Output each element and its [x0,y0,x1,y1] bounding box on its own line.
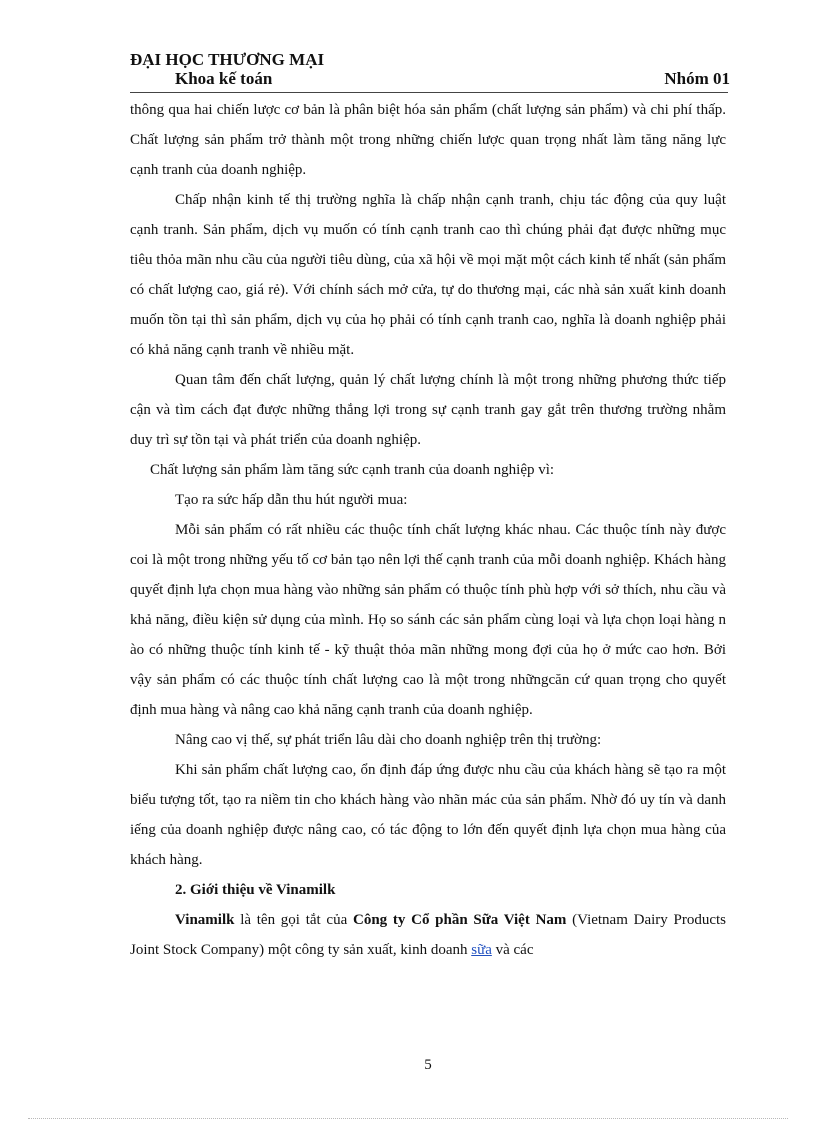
paragraph: thông qua hai chiến lược cơ bản là phân biệt hóa sản phẩm (chất lượng sản phẩm) và chi phí thấp. Chất lượng sản phẩm trở thành một trong những chiến lược quan trọng nhất làm tăng năng lực cạnh tranh của doanh nghiệp. [130,102,726,178]
header-rule [130,92,728,93]
paragraph: Quan tâm đến chất lượng, quản lý chất lượng chính là một trong những phương thức tiếp cận và tìm cách đạt được những thắng lợi trong sự cạnh tranh gay gắt trên thương trường nhằm duy trì sự tồn tại và phát triển của doanh nghiệp. [130,372,726,448]
milk-link[interactable]: sữa [471,942,492,958]
paragraph: Chất lượng sản phẩm làm tăng sức cạnh tranh của doanh nghiệp vì: [150,462,555,478]
university-name: ĐẠI HỌC THƯƠNG MẠI [130,50,325,69]
paragraph: Chấp nhận kinh tế thị trường nghĩa là chấp nhận cạnh tranh, chịu tác động của quy luật cạnh tranh. Sản phẩm, dịch vụ muốn có tính cạnh tranh cao thì chúng phải đạt được những mục tiêu thỏa mãn nhu cầu của người tiêu dùng, của xã hội về mọi mặt một cách kinh tế nhất (sản phẩm có chất lượng cao, giá rẻ). Với chính sách mở cửa, tự do thương mại, các nhà sản xuất kinh doanh muốn tồn tại thì sản phẩm, dịch vụ của họ phải có tính cạnh tranh cao, nghĩa là doanh nghiệp phải có khả năng cạnh tranh về nhiều mặt. [130,192,726,358]
page-header [130,50,730,88]
group-name: Nhóm 01 [664,69,730,88]
company-full-name: Công ty Cổ phần Sữa Việt Nam [352,912,567,928]
paragraph: Khi sản phẩm chất lượng cao, ổn định đáp ứng được nhu cầu của khách hàng sẽ tạo ra một biểu tượng tốt, tạo ra niềm tin cho khách hàng vào nhãn mác của sản phẩm. Nhờ đó uy tín và danh iếng của doanh nghiệp được nâng cao, có tác động to lớn đến quyết định lựa chọn mua hàng của khách hàng. [130,762,726,868]
company-short-name: Vinamilk [175,912,235,928]
paragraph: Mỗi sản phẩm có rất nhiều các thuộc tính chất lượng khác nhau. Các thuộc tính này được coi là một trong những yếu tố cơ bản tạo nên lợi thế cạnh tranh của mỗi doanh nghiệp. Khách hàng quyết định lựa chọn mua hàng vào những sản phẩm có thuộc tính phù hợp với sở thích, nhu cầu và khả năng, điều kiện sử dụng của mình. Họ so sánh các sản phẩm cùng loại và lựa chọn loại hàng n ào có những thuộc tính kinh tế - kỹ thuật thỏa mãn những mong đợi của họ ở mức cao hơn. Bởi vậy sản phẩm có các thuộc tính chất lượng cao là một trong nhữngcăn cứ quan trọng cho quyết định mua hàng và nâng cao khả năng cạnh tranh của doanh nghiệp. [130,522,726,718]
paragraph: Tạo ra sức hấp dẫn thu hút người mua: [175,492,408,508]
vinamilk-intro: Vinamilk là tên gọi tắt của Công ty Cổ phần Sữa Việt Nam (Vietnam Dairy Products Joint Stock Company) một công ty sản xuất, kinh doanh sữa và các [130,912,726,958]
section-heading: 2. Giới thiệu về Vinamilk [175,882,336,898]
page-break-line [28,1118,788,1119]
department-name: Khoa kế toán [175,69,273,88]
header-subline [130,69,730,88]
paragraph: Nâng cao vị thế, sự phát triển lâu dài cho doanh nghiệp trên thị trường: [175,732,602,748]
page-number: 5 [424,1057,432,1073]
document-body [130,95,726,965]
